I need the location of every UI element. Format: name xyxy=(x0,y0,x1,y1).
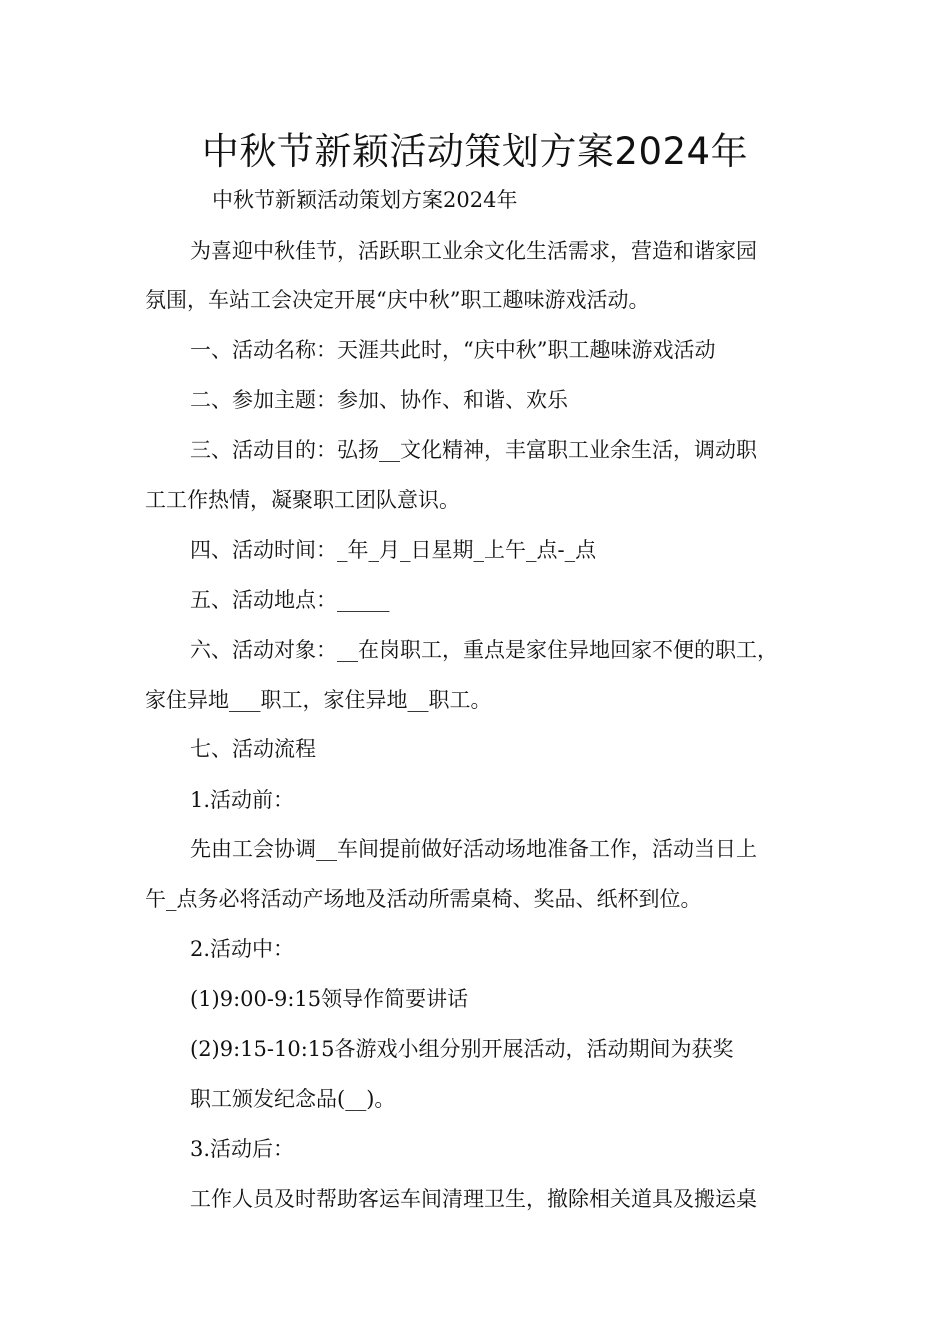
paragraph-line: 五、活动地点：_____ xyxy=(190,588,390,612)
paragraph-line: 六、活动对象：__在岗职工，重点是家住异地回家不便的职工， xyxy=(190,638,778,662)
subsection-heading: 2.活动中： xyxy=(190,937,295,961)
paragraph-line: 为喜迎中秋佳节，活跃职工业余文化生活需求，营造和谐家园 xyxy=(190,239,757,263)
paragraph-line: 工工作热情，凝聚职工团队意识。 xyxy=(145,488,460,512)
paragraph-line: 午_点务必将活动产场地及活动所需桌椅、奖品、纸杯到位。 xyxy=(145,887,702,911)
paragraph-line: 一、活动名称：天涯共此时，“庆中秋”职工趣味游戏活动 xyxy=(190,338,716,362)
list-item: (1)9:00-9:15领导作简要讲话 xyxy=(190,987,469,1011)
paragraph-line: 氛围，车站工会决定开展“庆中秋”职工趣味游戏活动。 xyxy=(145,288,650,312)
list-item: (2)9:15-10:15各游戏小组分别开展活动，活动期间为获奖 xyxy=(190,1037,734,1061)
paragraph-line: 三、活动目的：弘扬__文化精神，丰富职工业余生活，调动职 xyxy=(190,438,757,462)
document-title: 中秋节新颖活动策划方案2024年 xyxy=(201,130,749,173)
paragraph-line: 职工颁发纪念品(__)。 xyxy=(190,1087,396,1111)
subtitle-line: 中秋节新颖活动策划方案2024年 xyxy=(212,188,518,212)
subsection-heading: 1.活动前： xyxy=(190,788,295,812)
paragraph-line: 二、参加主题：参加、协作、和谐、欢乐 xyxy=(190,388,568,412)
paragraph-line: 四、活动时间：_年_月_日星期_上午_点-_点 xyxy=(190,538,597,562)
section-heading: 七、活动流程 xyxy=(190,737,316,761)
paragraph-line: 工作人员及时帮助客运车间清理卫生，撤除相关道具及搬运桌 xyxy=(190,1187,757,1211)
paragraph-line: 先由工会协调__车间提前做好活动场地准备工作，活动当日上 xyxy=(190,837,757,861)
subsection-heading: 3.活动后： xyxy=(190,1137,295,1161)
paragraph-line: 家住异地___职工，家住异地__职工。 xyxy=(145,688,492,712)
